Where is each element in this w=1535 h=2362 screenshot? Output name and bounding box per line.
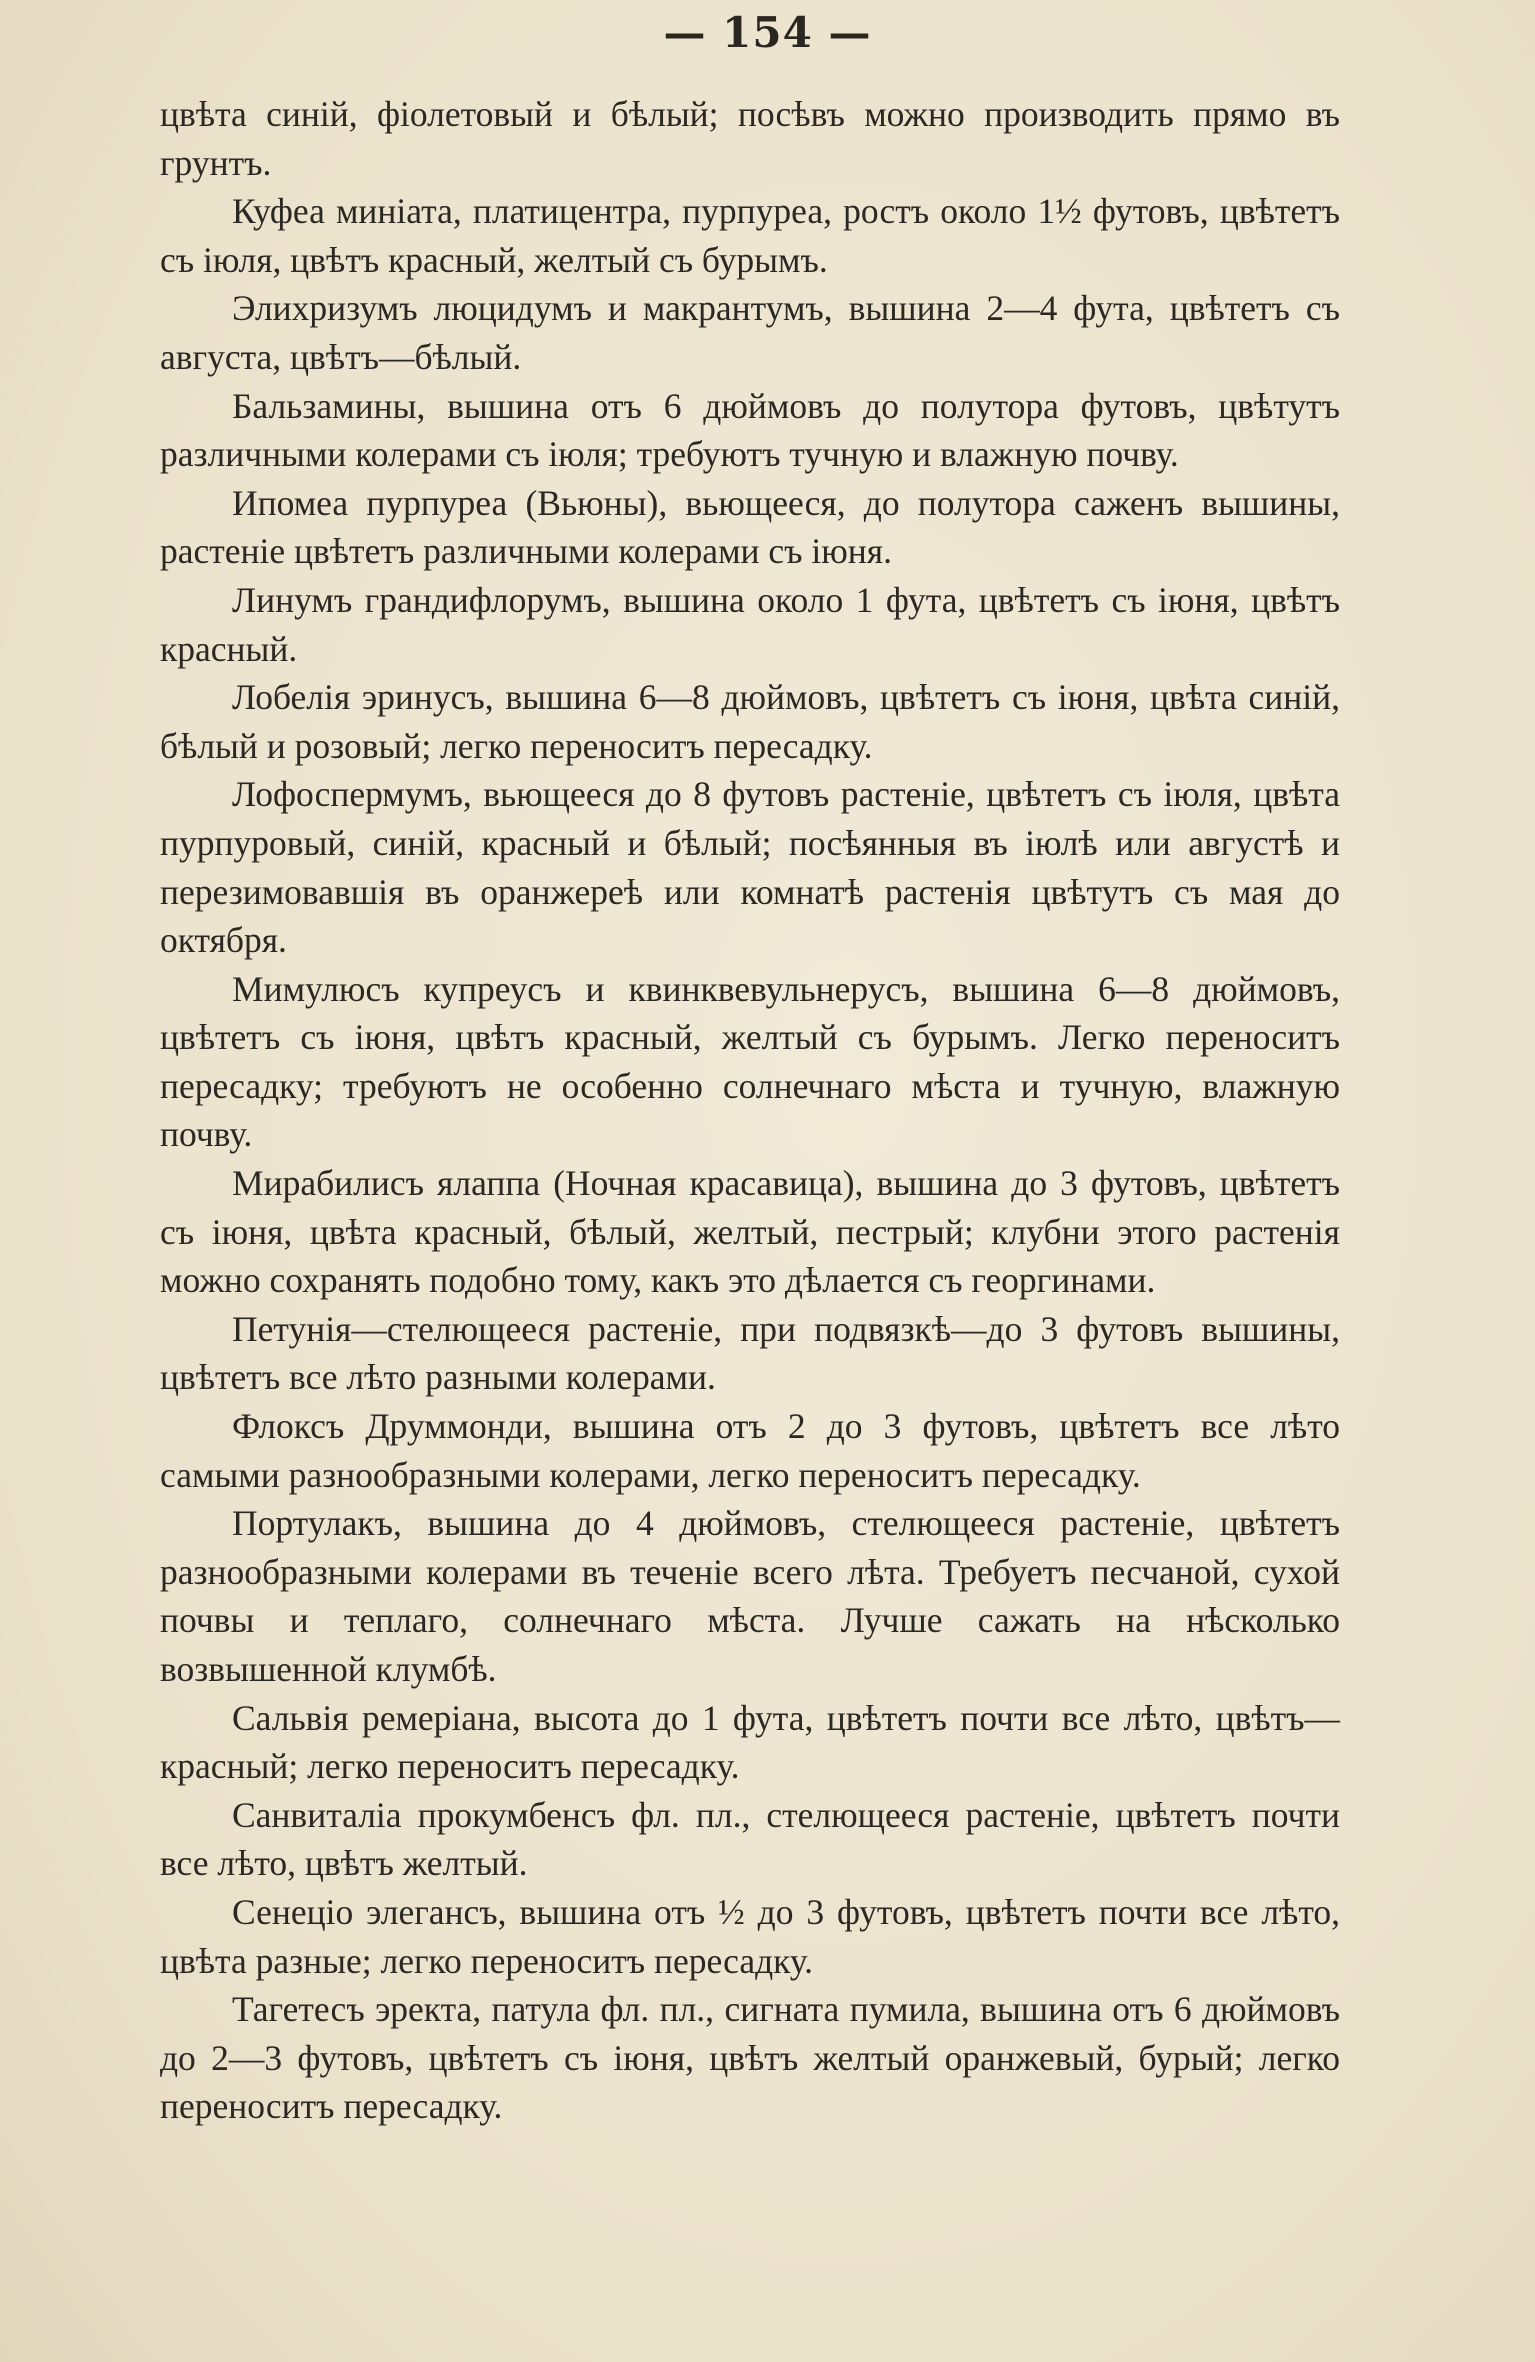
paragraph: Куфеа миніата, платицентра, пурпуреа, ростъ около 1½ футовъ, цвѣтетъ съ іюля, цвѣтъ красный, желтый съ бурымъ. (160, 191, 1340, 280)
page-body (160, 90, 1340, 2131)
paragraph: Мимулюсъ купреусъ и квинквевульнерусъ, вышина 6—8 дюймовъ, цвѣтетъ съ іюня, цвѣтъ красный, желтый съ бурымъ. Легко переноситъ пересадку; требуютъ не особенно солнечнаго мѣста и тучную, влажную почву. (160, 968, 1340, 1155)
paragraph: Сенеціо элегансъ, вышина отъ ½ до 3 футовъ, цвѣтетъ почти все лѣто, цвѣта разные; легко переноситъ пересадку. (160, 1891, 1340, 1981)
paragraph: Портулакъ, вышина до 4 дюймовъ, стелющееся растеніе, цвѣтетъ разнообразными колерами въ теченіе всего лѣта. Требуетъ песчаной, сухой почвы и теплаго, солнечнаго мѣста. Лучше сажать на нѣсколько возвышенной клумбѣ. (160, 1503, 1340, 1689)
page-number: — 154 — (663, 8, 872, 57)
paragraph: Элихризумъ люцидумъ и макрантумъ, вышина 2—4 фута, цвѣтетъ съ августа, цвѣтъ—бѣлый. (160, 288, 1340, 377)
paragraph: Сальвія ремеріана, высота до 1 фута, цвѣтетъ почти все лѣто, цвѣтъ—красный; легко переноситъ пересадку. (160, 1697, 1340, 1787)
paragraph: Бальзамины, вышина отъ 6 дюймовъ до полутора футовъ, цвѣтутъ различными колерами съ іюля; требуютъ тучную и влажную почву. (160, 385, 1340, 475)
paragraph: Мирабилисъ ялаппа (Ночная красавица), вышина до 3 футовъ, цвѣтетъ съ іюня, цвѣта красный, бѣлый, желтый, пестрый; клубни этого растенія можно сохранять подобно тому, какъ это дѣлается съ георгинами. (160, 1163, 1340, 1301)
paragraph: Лобелія эринусъ, вышина 6—8 дюймовъ, цвѣтетъ съ іюня, цвѣта синій, бѣлый и розовый; легко переноситъ пересадку. (160, 677, 1340, 766)
paragraph: цвѣта синій, фіолетовый и бѣлый; посѣвъ можно производить прямо въ грунтъ. (160, 94, 1340, 183)
paragraph: Линумъ грандифлорумъ, вышина около 1 фута, цвѣтетъ съ іюня, цвѣтъ красный. (160, 579, 1340, 669)
paragraph: Санвиталіа прокумбенсъ фл. пл., стелющееся растеніе, цвѣтетъ почти все лѣто, цвѣтъ желтый. (160, 1794, 1340, 1884)
paragraph: Ипомеа пурпуреа (Вьюны), вьющееся, до полутора саженъ вышины, растеніе цвѣтетъ различными колерами съ іюня. (160, 482, 1340, 572)
paragraph: Лофоспермумъ, вьющееся до 8 футовъ растеніе, цвѣтетъ съ іюля, цвѣта пурпуровый, синій, красный и бѣлый; посѣянныя въ іюлѣ или августѣ и перезимовавшія въ оранжереѣ или комнатѣ растенія цвѣтутъ съ мая до октября. (160, 774, 1340, 961)
paragraph: Петунія—стелющееся растеніе, при подвязкѣ—до 3 футовъ вышины, цвѣтетъ все лѣто разными колерами. (160, 1308, 1340, 1398)
paragraph: Тагетесъ эректа, патула фл. пл., сигната пумила, вышина отъ 6 дюймовъ до 2—3 футовъ, цвѣтетъ съ іюня, цвѣтъ желтый оранжевый, бурый; легко переноситъ пересадку. (160, 1989, 1340, 2127)
paragraph: Флоксъ Друммонди, вышина отъ 2 до 3 футовъ, цвѣтетъ все лѣто самыми разнообразными колерами, легко переноситъ пересадку. (160, 1406, 1340, 1495)
